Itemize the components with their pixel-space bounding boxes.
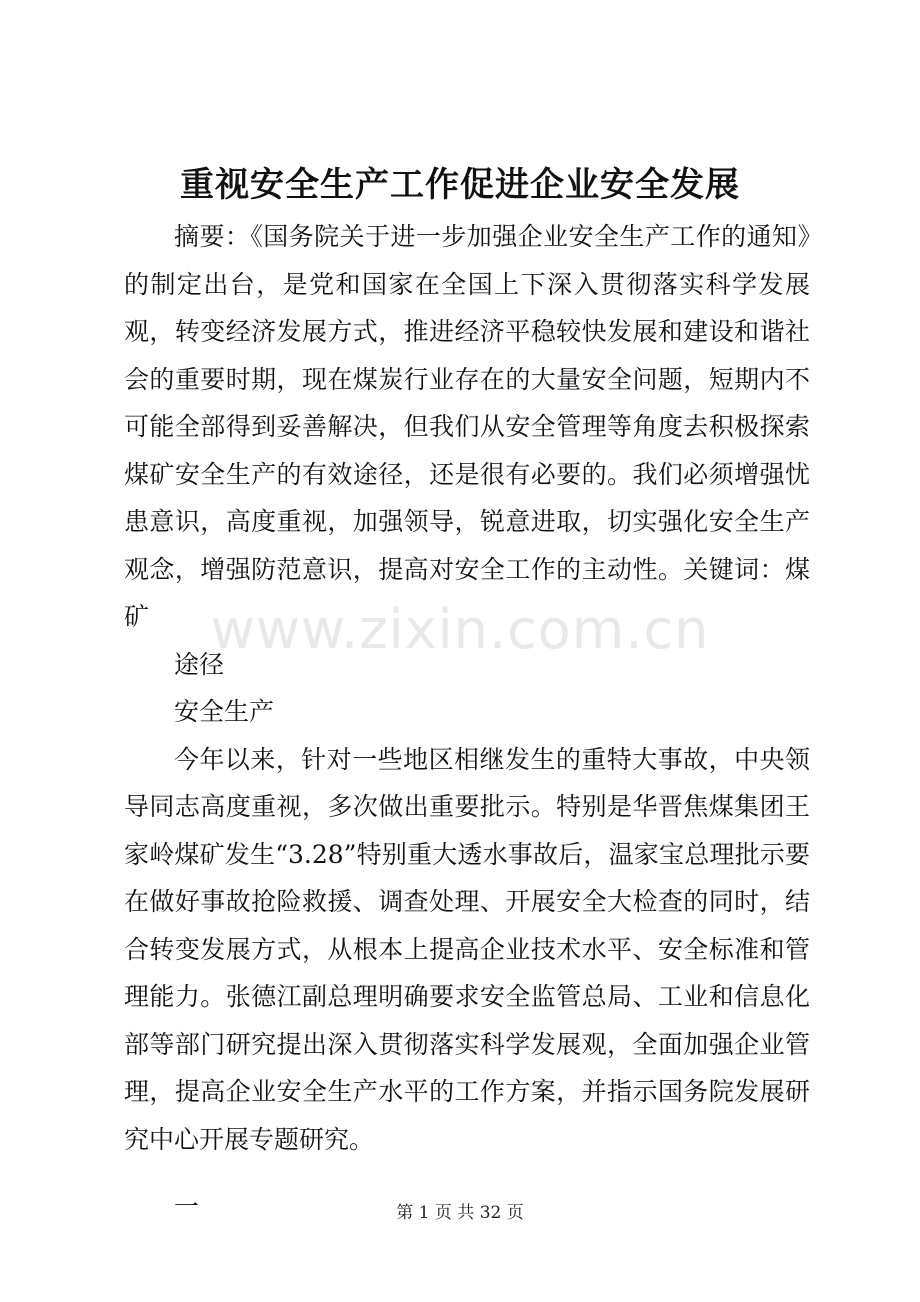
watermark: www.zixin.com.cn xyxy=(210,598,710,661)
page-footer: 第 1 页 共 32 页 xyxy=(396,1203,524,1223)
keyword-line-1: 途径 xyxy=(174,649,225,679)
keyword-line-2: 安全生产 xyxy=(174,697,275,726)
document-body xyxy=(124,213,810,1231)
abstract-paragraph: 摘要：《国务院关于进一步加强企业安全生产工作的通知》的制定出台，是党和国家在全国上下深入贯彻落实科学发展观，转变经济发展方式，推进经济平稳较快发展和建设和谐社会的重要时期，现在煤炭行业存在的大量安全问题，短期内不可能全部得到妥善解决，但我们从安全管理等角度去积极探索煤矿安全生产的有效途径，还是很有必要的。我们必须增强忧患意识，高度重视，加强领导，锐意进取，切实强化安全生产观念，增强防范意识，提高对安全工作的主动性。关键词：煤矿 xyxy=(124,222,810,631)
section-number: 一 xyxy=(174,1192,200,1221)
document-title: 重视安全生产工作促进企业安全发展 xyxy=(180,165,740,205)
body-paragraph: 今年以来，针对一些地区相继发生的重特大事故，中央领导同志高度重视，多次做出重要批示。特别是华晋焦煤集团王家岭煤矿发生“3.28”特别重大透水事故后，温家宝总理批示要在做好事故抢险救援、调查处理、开展安全大检查的同时，结合转变发展方式，从根本上提高企业技术水平、安全标准和管理能力。张德江副总理明确要求安全监管总局、工业和信息化部等部门研究提出深入贯彻落实科学发展观，全面加强企业管理，提高企业安全生产水平的工作方案，并指示国务院发展研究中心开展专题研究。 xyxy=(124,744,810,1154)
